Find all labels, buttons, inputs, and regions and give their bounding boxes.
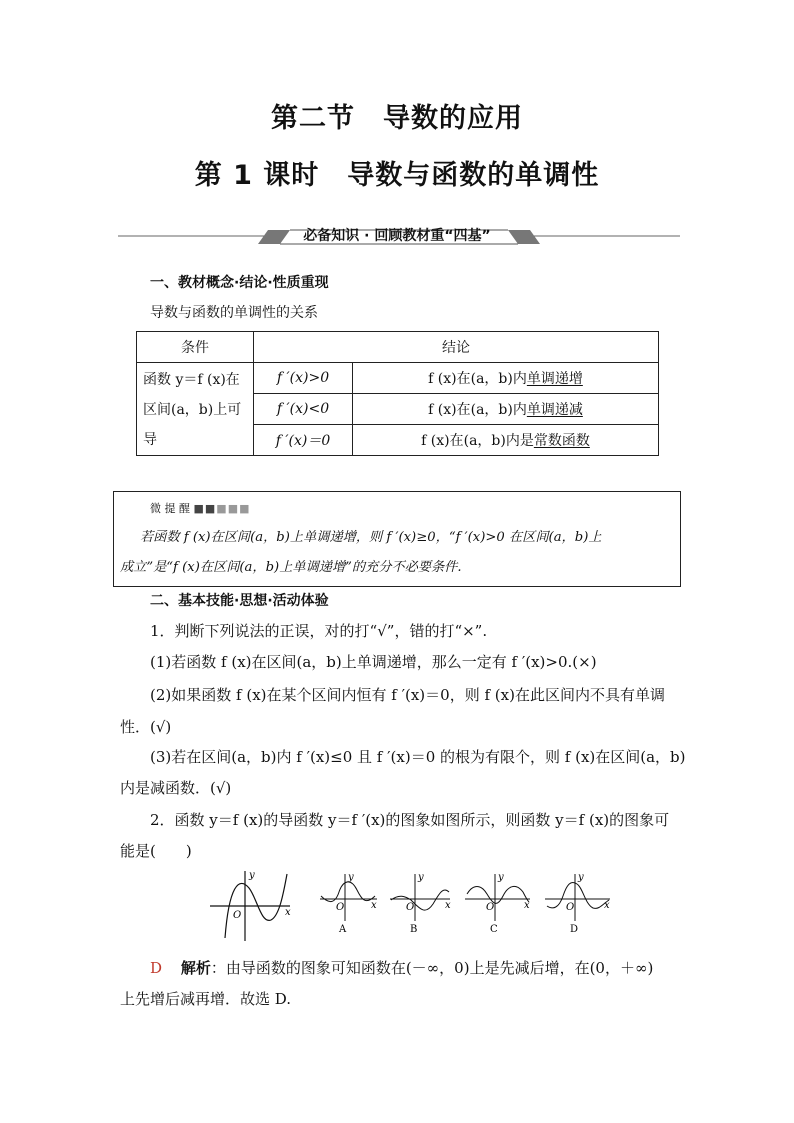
table-row [137,363,659,394]
section1-heading: 一、教材概念·结论·性质重现 [150,275,329,291]
answer-letter: D [150,959,163,977]
option-d-origin: O [566,902,575,913]
conclusion-text: f (x)在(a，b)内 [428,371,527,387]
analysis-text-a: ：由导函数的图象可知函数在(－∞，0)上是先减后增，在(0，＋∞) [210,959,654,977]
option-b-label: B [410,924,418,935]
condition-cell [137,363,254,456]
option-a-x: x [371,900,377,911]
analysis-label: 解析 [180,959,211,977]
section-title: 第二节 导数的应用 [271,103,523,134]
tip-label-text: 微 提 醒 [150,502,190,515]
conclusion-text: f (x)在(a，b)内 [428,402,527,418]
q1-item-2a: (2)如果函数 f (x)在某个区间内恒有 f ′(x)＝0，则 f (x)在此区间内不具有单调 [150,686,665,704]
origin-label: O [233,910,242,921]
q1-item-1: (1)若函数 f (x)在区间(a，b)上单调递增，那么一定有 f ′(x)>0.(×) [150,653,597,671]
derivative-condition: f ′(x)>0 [254,363,353,394]
derivative-condition: f ′(x)<0 [254,394,353,425]
conclusion-cell [353,363,659,394]
option-c-origin: O [486,902,495,913]
conclusion-cell [353,394,659,425]
q1-stem: 1．判断下列说法的正误，对的打“√”，错的打“×”. [150,622,488,640]
option-c-label: C [490,924,498,935]
condition-line: 导 [143,432,157,448]
q1-item-2b: 性．(√) [120,718,172,736]
conclusion-text: f (x)在(a，b)内是 [421,433,534,449]
axis-y-label: y [249,870,255,881]
q2-stem-b: 能是( ) [120,842,192,860]
option-d-x: x [604,900,610,911]
header-conclusion: 结论 [254,332,659,363]
section2-heading: 二、基本技能·思想·活动体验 [150,593,329,609]
lesson-title: 第 1 课时 导数与函数的单调性 [194,160,600,191]
tip-line-2: 成立”是“f (x)在区间(a，b)上单调递增”的充分不必要条件. [120,560,462,575]
option-d-label: D [570,924,579,935]
q2-graphs [205,866,615,946]
q1-item-3b: 内是减函数．(√) [120,779,232,797]
conclusion-cell [353,425,659,456]
option-a-label: A [339,924,347,935]
banner-text: 必备知识 · 回顾教材重“四基” [303,228,491,244]
derivative-condition: f ′(x)＝0 [254,425,353,456]
conclusion-keyword: 单调递增 [526,371,583,387]
option-c-x: x [524,900,530,911]
option-c-y: y [498,872,504,883]
q1-item-3a: (3)若在区间(a，b)内 f ′(x)≤0 且 f ′(x)＝0 的根为有限个，则 f (x)在区间(a，b) [150,748,686,766]
answer-line [150,957,653,978]
condition-line: 区间(a，b)上可 [143,402,242,418]
analysis-text-b: 上先增后减再增．故选 D. [120,990,292,1008]
derivative-graph [210,871,290,941]
section1-subheading: 导数与函数的单调性的关系 [150,305,318,321]
conclusion-keyword: 常数函数 [533,433,590,449]
condition-line: 函数 y＝f (x)在 [143,372,240,388]
monotonicity-table [136,331,659,456]
option-b-origin: O [406,902,415,913]
option-b-y: y [418,872,424,883]
option-a-y: y [348,872,354,883]
tip-dots-icon: ■■■■■ [193,502,251,515]
table-header-row [137,332,659,363]
header-condition: 条件 [137,332,254,363]
tip-line-1: 若函数 f (x)在区间(a，b)上单调递增，则 f ′(x)≥0，“f ′(x)>0 在区间(a，b)上 [140,530,602,545]
option-d-y: y [578,872,584,883]
option-b-x: x [445,900,451,911]
axis-x-label: x [285,907,291,918]
option-a-origin: O [336,902,345,913]
tip-label [150,500,250,516]
q2-stem-a: 2．函数 y＝f (x)的导函数 y＝f ′(x)的图象如图所示，则函数 y＝f (x)的图象可 [150,811,670,829]
conclusion-keyword: 单调递减 [526,402,583,418]
